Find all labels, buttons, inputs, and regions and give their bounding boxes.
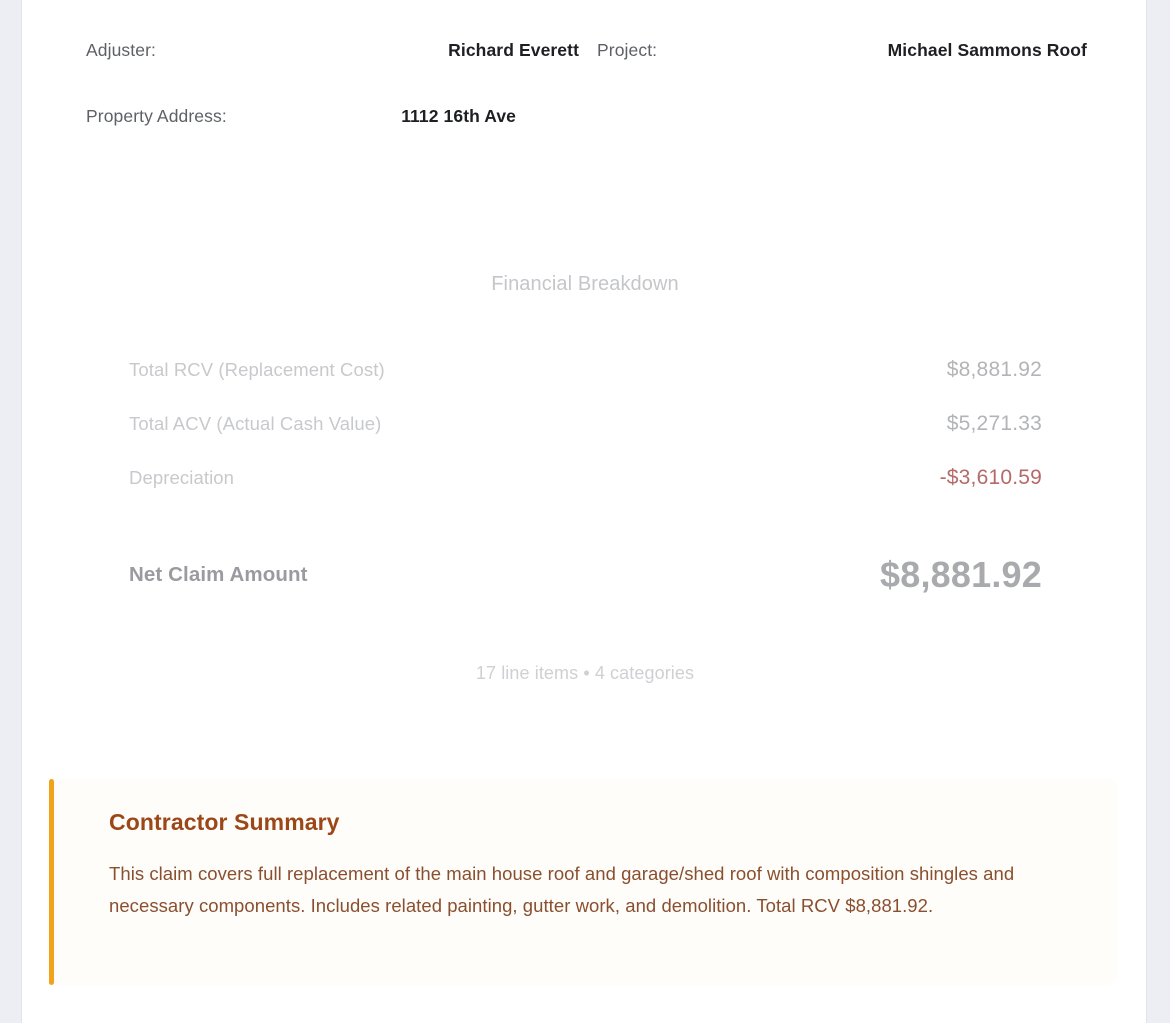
financial-row-depreciation bbox=[129, 466, 1042, 520]
adjuster-value: Richard Everett bbox=[448, 40, 579, 60]
net-claim-amount-value: $8,881.92 bbox=[880, 554, 1042, 595]
meta-row-property-address bbox=[86, 106, 516, 127]
financial-row-value: $8,881.92 bbox=[946, 358, 1042, 381]
financial-row-value: -$3,610.59 bbox=[939, 466, 1042, 489]
line-item-counts: 17 line items • 4 categories bbox=[475, 663, 695, 683]
contractor-summary-title: Contractor Summary bbox=[109, 809, 340, 835]
net-claim-amount-label: Net Claim Amount bbox=[129, 563, 308, 586]
contractor-summary-body bbox=[109, 809, 1073, 922]
accent-bar bbox=[49, 779, 54, 985]
financial-breakdown-title: Financial Breakdown bbox=[491, 273, 679, 295]
financial-row-value: $5,271.33 bbox=[946, 412, 1042, 435]
property-address-label: Property Address: bbox=[86, 106, 227, 126]
claim-summary-card bbox=[21, 0, 1147, 1023]
contractor-summary-callout bbox=[49, 779, 1117, 985]
contractor-summary-text: This claim covers full replacement of the main house roof and garage/shed roof with composition shingles and necessary components. Includes related painting, gutter work, and demolition. Total RCV $8,881.92. bbox=[109, 863, 1015, 916]
financial-breakdown-list bbox=[129, 358, 1042, 520]
financial-row-total-acv bbox=[129, 412, 1042, 466]
meta-row-adjuster-project: Adjuster: Richard Everett Project: Michael Sammons Roof bbox=[86, 40, 1087, 60]
net-claim-amount-row bbox=[129, 548, 1042, 595]
financial-row-label: Depreciation bbox=[129, 467, 235, 488]
adjuster-label: Adjuster: bbox=[86, 40, 156, 60]
financial-row-label: Total RCV (Replacement Cost) bbox=[129, 359, 385, 380]
project-value: Michael Sammons Roof bbox=[887, 40, 1087, 60]
financial-row-label: Total ACV (Actual Cash Value) bbox=[129, 413, 382, 434]
property-address-value: 1112 16th Ave bbox=[401, 106, 516, 126]
financial-row-total-rcv bbox=[129, 358, 1042, 412]
